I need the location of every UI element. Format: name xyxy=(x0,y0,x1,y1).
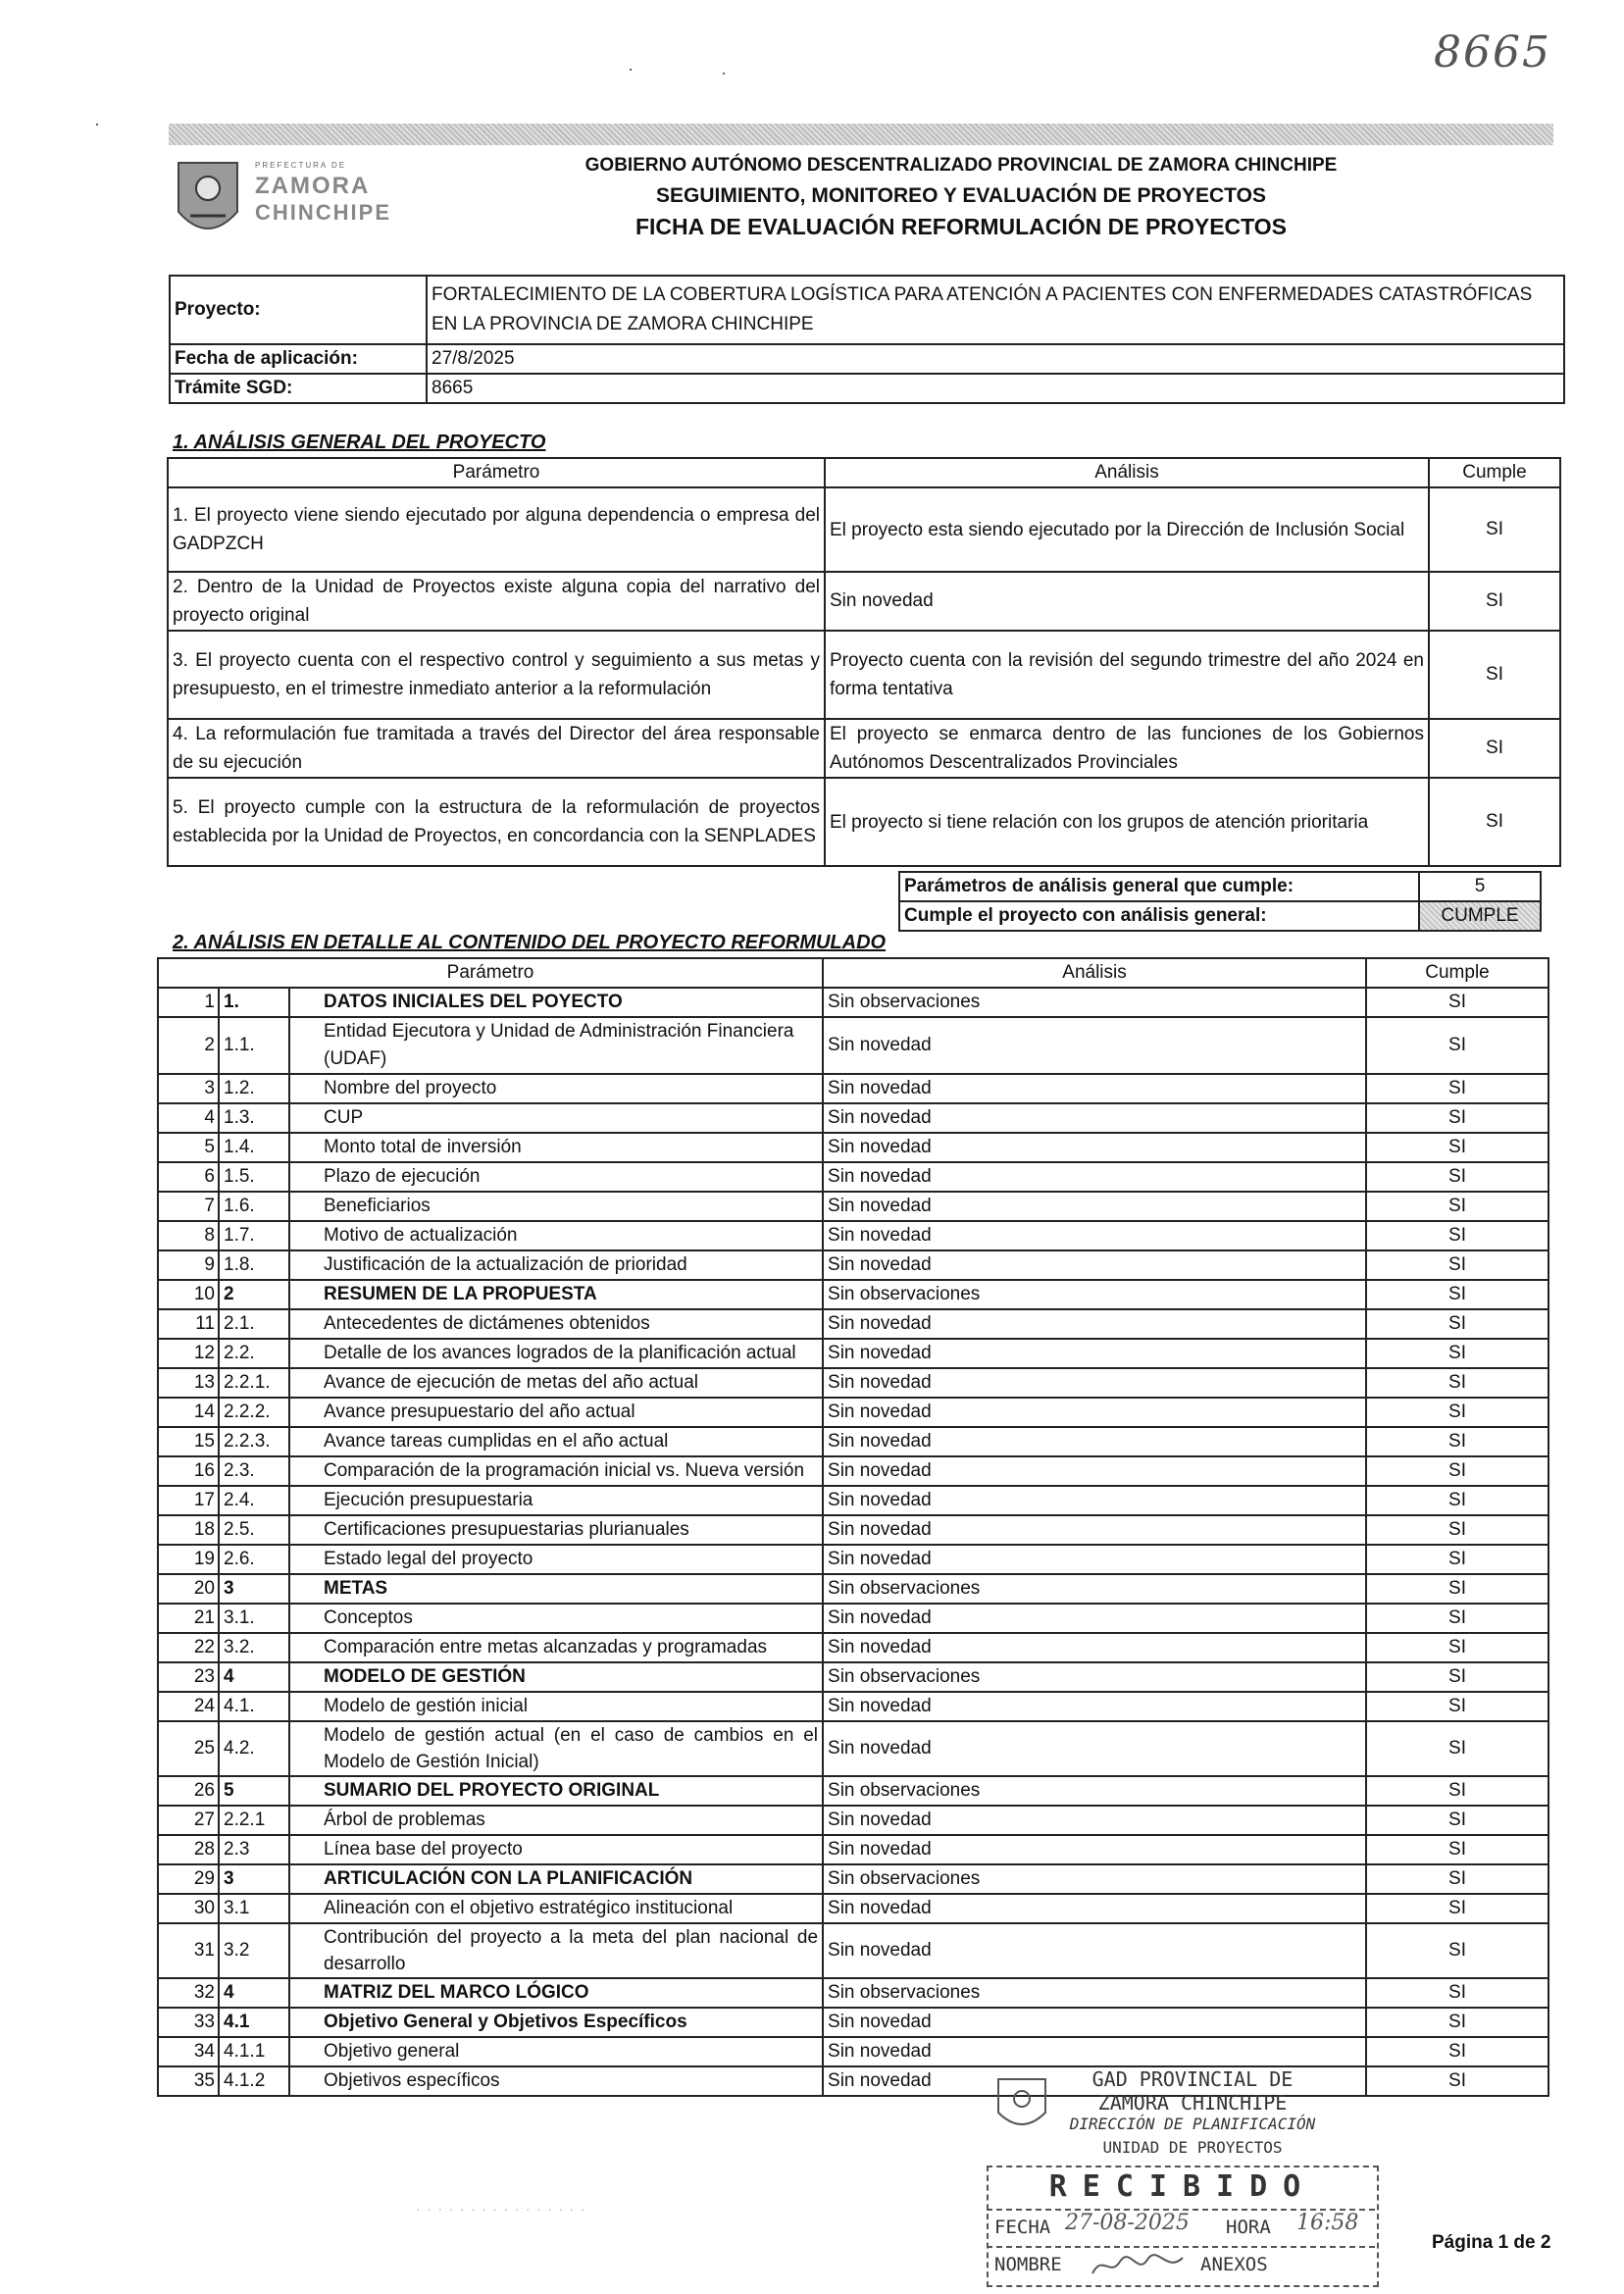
row-parametro-cell: DATOS INICIALES DEL POYECTO xyxy=(289,988,823,1017)
row-number-cell: 20 xyxy=(158,1574,219,1604)
row-code-cell: 4.1 xyxy=(219,2008,289,2037)
row-parametro-cell: Entidad Ejecutora y Unidad de Administración Financiera (UDAF) xyxy=(289,1017,823,1074)
stamp-line-4: UNIDAD DE PROYECTOS xyxy=(1102,2138,1283,2157)
table-row xyxy=(158,1574,1548,1604)
row-analisis-cell: Sin novedad xyxy=(823,1221,1366,1250)
table-row xyxy=(168,719,1560,778)
analisis-cell: Proyecto cuenta con la revisión del segundo trimestre del año 2024 en forma tentativa xyxy=(825,631,1429,719)
row-number-cell: 13 xyxy=(158,1368,219,1398)
row-code-cell: 2.3. xyxy=(219,1456,289,1486)
col-header-cumple: Cumple xyxy=(1429,458,1560,487)
summary-label-parametros: Parámetros de análisis general que cumple: xyxy=(899,872,1419,901)
table-row xyxy=(158,1545,1548,1574)
analisis-cell: El proyecto esta siendo ejecutado por la Dirección de Inclusión Social xyxy=(825,487,1429,572)
cumple-cell: SI xyxy=(1429,778,1560,866)
stamp-hora-label: HORA xyxy=(1226,2217,1271,2238)
row-number-cell: 16 xyxy=(158,1456,219,1486)
table-row xyxy=(158,1017,1548,1074)
reception-stamp xyxy=(987,2060,1379,2287)
row-parametro-cell: SUMARIO DEL PROYECTO ORIGINAL xyxy=(289,1776,823,1806)
analisis-cell: Sin novedad xyxy=(825,572,1429,631)
row-parametro-cell: Comparación entre metas alcanzadas y programadas xyxy=(289,1633,823,1662)
row-number-cell: 2 xyxy=(158,1017,219,1074)
row-parametro-cell: Plazo de ejecución xyxy=(289,1162,823,1192)
row-cumple-cell: SI xyxy=(1366,1368,1548,1398)
summary-label-cumple: Cumple el proyecto con análisis general: xyxy=(899,901,1419,931)
col-header-analisis: Análisis xyxy=(825,458,1429,487)
handwritten-number: 8665 xyxy=(1434,27,1551,77)
row-analisis-cell: Sin novedad xyxy=(823,1633,1366,1662)
row-analisis-cell: Sin novedad xyxy=(823,1074,1366,1103)
row-number-cell: 11 xyxy=(158,1309,219,1339)
row-number-cell: 1 xyxy=(158,988,219,1017)
row-cumple-cell: SI xyxy=(1366,1864,1548,1894)
row-cumple-cell: SI xyxy=(1366,1721,1548,1776)
row-cumple-cell: SI xyxy=(1366,1692,1548,1721)
row-cumple-cell: SI xyxy=(1366,1515,1548,1545)
row-analisis-cell: Sin novedad xyxy=(823,1427,1366,1456)
stamp-anexos-label: ANEXOS xyxy=(1200,2254,1268,2275)
row-analisis-cell: Sin novedad xyxy=(823,1486,1366,1515)
row-parametro-cell: Línea base del proyecto xyxy=(289,1835,823,1864)
row-number-cell: 35 xyxy=(158,2066,219,2096)
row-code-cell: 3 xyxy=(219,1864,289,1894)
row-number-cell: 24 xyxy=(158,1692,219,1721)
row-parametro-cell: Objetivo general xyxy=(289,2037,823,2066)
row-analisis-cell: Sin observaciones xyxy=(823,1776,1366,1806)
row-cumple-cell: SI xyxy=(1366,1280,1548,1309)
row-parametro-cell: Justificación de la actualización de prioridad xyxy=(289,1250,823,1280)
table-row xyxy=(158,1692,1548,1721)
row-code-cell: 1.5. xyxy=(219,1162,289,1192)
table-row xyxy=(158,1864,1548,1894)
table-row xyxy=(158,1103,1548,1133)
row-code-cell: 1.4. xyxy=(219,1133,289,1162)
cumple-cell: SI xyxy=(1429,487,1560,572)
row-cumple-cell: SI xyxy=(1366,1192,1548,1221)
table-row xyxy=(158,988,1548,1017)
table-row xyxy=(158,1456,1548,1486)
cumple-cell: SI xyxy=(1429,719,1560,778)
tramite-label: Trámite SGD: xyxy=(170,374,427,403)
table-row xyxy=(158,1309,1548,1339)
page-title: FICHA DE EVALUACIÓN REFORMULACIÓN DE PROYECTOS xyxy=(634,214,1288,239)
row-code-cell: 2.2.3. xyxy=(219,1427,289,1456)
row-cumple-cell: SI xyxy=(1366,1074,1548,1103)
row-analisis-cell: Sin novedad xyxy=(823,1835,1366,1864)
table-row xyxy=(158,1515,1548,1545)
row-parametro-cell: ARTICULACIÓN CON LA PLANIFICACIÓN xyxy=(289,1864,823,1894)
row-parametro-cell: Conceptos xyxy=(289,1604,823,1633)
table-row xyxy=(168,631,1560,719)
table-row xyxy=(158,1250,1548,1280)
row-parametro-cell: Motivo de actualización xyxy=(289,1221,823,1250)
row-cumple-cell: SI xyxy=(1366,2037,1548,2066)
stamp-recibido: RECIBIDO xyxy=(1048,2169,1317,2204)
row-code-cell: 3 xyxy=(219,1574,289,1604)
row-number-cell: 4 xyxy=(158,1103,219,1133)
row-code-cell: 3.1. xyxy=(219,1604,289,1633)
row-number-cell: 19 xyxy=(158,1545,219,1574)
row-analisis-cell: Sin novedad xyxy=(823,2066,1366,2096)
stamp-fecha-value: 27-08-2025 xyxy=(1065,2211,1190,2235)
row-parametro-cell: Árbol de problemas xyxy=(289,1806,823,1835)
row-number-cell: 18 xyxy=(158,1515,219,1545)
row-code-cell: 4 xyxy=(219,1662,289,1692)
table-row xyxy=(168,778,1560,866)
row-cumple-cell: SI xyxy=(1366,1633,1548,1662)
row-analisis-cell: Sin novedad xyxy=(823,1103,1366,1133)
row-cumple-cell: SI xyxy=(1366,1162,1548,1192)
row-number-cell: 32 xyxy=(158,1978,219,2008)
row-parametro-cell: Alineación con el objetivo estratégico institucional xyxy=(289,1894,823,1923)
row-parametro-cell: Objetivo General y Objetivos Específicos xyxy=(289,2008,823,2037)
row-number-cell: 22 xyxy=(158,1633,219,1662)
row-code-cell: 2.5. xyxy=(219,1515,289,1545)
row-parametro-cell: Objetivos específicos xyxy=(289,2066,823,2096)
parametro-cell: 3. El proyecto cuenta con el respectivo control y seguimiento a sus metas y presupuesto, en el trimestre inmediato anterior a la reformulación xyxy=(168,631,825,719)
row-analisis-cell: Sin novedad xyxy=(823,1192,1366,1221)
row-analisis-cell: Sin observaciones xyxy=(823,1280,1366,1309)
fecha-label: Fecha de aplicación: xyxy=(170,344,427,374)
row-number-cell: 6 xyxy=(158,1162,219,1192)
table-row xyxy=(158,1339,1548,1368)
row-code-cell: 5 xyxy=(219,1776,289,1806)
page-number: Página 1 de 2 xyxy=(1432,2232,1551,2253)
row-number-cell: 9 xyxy=(158,1250,219,1280)
header-grey-band xyxy=(169,124,1553,145)
row-cumple-cell: SI xyxy=(1366,1806,1548,1835)
row-parametro-cell: Nombre del proyecto xyxy=(289,1074,823,1103)
row-parametro-cell: Avance presupuestario del año actual xyxy=(289,1398,823,1427)
row-number-cell: 28 xyxy=(158,1835,219,1864)
parametro-cell: 1. El proyecto viene siendo ejecutado por alguna dependencia o empresa del GADPZCH xyxy=(168,487,825,572)
table-row xyxy=(158,1221,1548,1250)
row-cumple-cell: SI xyxy=(1366,1017,1548,1074)
tramite-value: 8665 xyxy=(427,374,1564,403)
project-info-table xyxy=(169,275,1565,404)
table-row xyxy=(158,1662,1548,1692)
row-parametro-cell: Ejecución presupuestaria xyxy=(289,1486,823,1515)
general-analysis-table xyxy=(167,457,1561,867)
row-analisis-cell: Sin novedad xyxy=(823,1692,1366,1721)
handwritten-signature xyxy=(1089,2248,1187,2281)
table-row xyxy=(158,1427,1548,1456)
row-code-cell: 2 xyxy=(219,1280,289,1309)
row-code-cell: 2.2.1 xyxy=(219,1806,289,1835)
row-cumple-cell: SI xyxy=(1366,1133,1548,1162)
table-row xyxy=(158,1806,1548,1835)
table-row xyxy=(168,572,1560,631)
row-analisis-cell: Sin novedad xyxy=(823,2037,1366,2066)
row-cumple-cell: SI xyxy=(1366,1545,1548,1574)
scan-speck: · xyxy=(721,63,727,82)
row-cumple-cell: SI xyxy=(1366,1894,1548,1923)
col-header-parametro: Parámetro xyxy=(168,458,825,487)
row-number-cell: 17 xyxy=(158,1486,219,1515)
row-cumple-cell: SI xyxy=(1366,1456,1548,1486)
row-code-cell: 1.8. xyxy=(219,1250,289,1280)
row-number-cell: 23 xyxy=(158,1662,219,1692)
scan-speck: · xyxy=(94,114,100,133)
col-header-parametro: Parámetro xyxy=(158,958,823,988)
row-code-cell: 2.4. xyxy=(219,1486,289,1515)
analisis-cell: El proyecto si tiene relación con los grupos de atención prioritaria xyxy=(825,778,1429,866)
row-code-cell: 4.1.2 xyxy=(219,2066,289,2096)
table-row xyxy=(158,1776,1548,1806)
table-row xyxy=(158,1162,1548,1192)
table-row xyxy=(158,1835,1548,1864)
row-parametro-cell: MATRIZ DEL MARCO LÓGICO xyxy=(289,1978,823,2008)
row-number-cell: 33 xyxy=(158,2008,219,2037)
row-analisis-cell: Sin novedad xyxy=(823,1456,1366,1486)
row-number-cell: 30 xyxy=(158,1894,219,1923)
row-code-cell: 1. xyxy=(219,988,289,1017)
row-cumple-cell: SI xyxy=(1366,2008,1548,2037)
table-row xyxy=(168,487,1560,572)
row-code-cell: 1.3. xyxy=(219,1103,289,1133)
row-number-cell: 26 xyxy=(158,1776,219,1806)
row-cumple-cell: SI xyxy=(1366,1221,1548,1250)
logo-text-1: ZAMORA xyxy=(255,173,371,199)
proyecto-value: FORTALECIMIENTO DE LA COBERTURA LOGÍSTICA PARA ATENCIÓN A PACIENTES CON ENFERMEDADES CATASTRÓFICAS EN LA PROVINCIA DE ZAMORA CHINCHIPE xyxy=(427,276,1564,344)
row-parametro-cell: Contribución del proyecto a la meta del plan nacional de desarrollo xyxy=(289,1923,823,1978)
row-cumple-cell: SI xyxy=(1366,1398,1548,1427)
row-parametro-cell: Monto total de inversión xyxy=(289,1133,823,1162)
row-parametro-cell: CUP xyxy=(289,1103,823,1133)
faint-footer-text: · · · · · · · · · · · · · · · · xyxy=(416,2201,586,2218)
analisis-cell: El proyecto se enmarca dentro de las funciones de los Gobiernos Autónomos Descentralizados Provinciales xyxy=(825,719,1429,778)
table-row xyxy=(158,1486,1548,1515)
proyecto-label: Proyecto: xyxy=(170,276,427,344)
row-analisis-cell: Sin novedad xyxy=(823,1339,1366,1368)
row-parametro-cell: Avance de ejecución de metas del año actual xyxy=(289,1368,823,1398)
col-header-cumple: Cumple xyxy=(1366,958,1548,988)
row-code-cell: 3.2. xyxy=(219,1633,289,1662)
row-analisis-cell: Sin novedad xyxy=(823,1368,1366,1398)
stamp-line-1: GAD PROVINCIAL DE xyxy=(1091,2067,1294,2091)
row-cumple-cell: SI xyxy=(1366,1427,1548,1456)
row-analisis-cell: Sin novedad xyxy=(823,2008,1366,2037)
stamp-hora-value: 16:58 xyxy=(1296,2211,1359,2235)
table-row xyxy=(158,1192,1548,1221)
row-cumple-cell: SI xyxy=(1366,1486,1548,1515)
cumple-badge: CUMPLE xyxy=(1419,901,1541,931)
table-row xyxy=(158,1398,1548,1427)
row-analisis-cell: Sin novedad xyxy=(823,1017,1366,1074)
logo-small-text: PREFECTURA DE xyxy=(255,161,347,170)
row-analisis-cell: Sin novedad xyxy=(823,1604,1366,1633)
row-analisis-cell: Sin observaciones xyxy=(823,1978,1366,2008)
row-cumple-cell: SI xyxy=(1366,1103,1548,1133)
row-analisis-cell: Sin observaciones xyxy=(823,1574,1366,1604)
row-code-cell: 2.2.2. xyxy=(219,1398,289,1427)
row-code-cell: 3.1 xyxy=(219,1894,289,1923)
row-code-cell: 1.2. xyxy=(219,1074,289,1103)
row-number-cell: 25 xyxy=(158,1721,219,1776)
row-analisis-cell: Sin observaciones xyxy=(823,1864,1366,1894)
row-number-cell: 34 xyxy=(158,2037,219,2066)
row-cumple-cell: SI xyxy=(1366,1662,1548,1692)
parametro-cell: 4. La reformulación fue tramitada a través del Director del área responsable de su ejecución xyxy=(168,719,825,778)
row-code-cell: 3.2 xyxy=(219,1923,289,1978)
row-number-cell: 3 xyxy=(158,1074,219,1103)
parametro-cell: 2. Dentro de la Unidad de Proyectos existe alguna copia del narrativo del proyecto original xyxy=(168,572,825,631)
row-analisis-cell: Sin novedad xyxy=(823,1309,1366,1339)
row-parametro-cell: Beneficiarios xyxy=(289,1192,823,1221)
row-number-cell: 15 xyxy=(158,1427,219,1456)
row-analisis-cell: Sin novedad xyxy=(823,1545,1366,1574)
row-code-cell: 2.2.1. xyxy=(219,1368,289,1398)
table-row xyxy=(158,1721,1548,1776)
row-number-cell: 21 xyxy=(158,1604,219,1633)
row-analisis-cell: Sin novedad xyxy=(823,1250,1366,1280)
row-analisis-cell: Sin novedad xyxy=(823,1721,1366,1776)
row-parametro-cell: MODELO DE GESTIÓN xyxy=(289,1662,823,1692)
section-1-title: 1. ANÁLISIS GENERAL DEL PROYECTO xyxy=(173,432,546,453)
row-cumple-cell: SI xyxy=(1366,988,1548,1017)
row-parametro-cell: Avance tareas cumplidas en el año actual xyxy=(289,1427,823,1456)
row-analisis-cell: Sin novedad xyxy=(823,1133,1366,1162)
table-row xyxy=(158,1633,1548,1662)
row-cumple-cell: SI xyxy=(1366,1339,1548,1368)
row-code-cell: 2.3 xyxy=(219,1835,289,1864)
row-number-cell: 27 xyxy=(158,1806,219,1835)
row-parametro-cell: Modelo de gestión actual (en el caso de cambios en el Modelo de Gestión Inicial) xyxy=(289,1721,823,1776)
table-row xyxy=(158,1604,1548,1633)
row-cumple-cell: SI xyxy=(1366,1604,1548,1633)
table-row xyxy=(158,1133,1548,1162)
row-analisis-cell: Sin novedad xyxy=(823,1515,1366,1545)
stamp-nombre-label: NOMBRE xyxy=(994,2254,1062,2275)
stamp-line-3: DIRECCIÓN DE PLANIFICACIÓN xyxy=(1069,2115,1316,2133)
row-cumple-cell: SI xyxy=(1366,1776,1548,1806)
row-code-cell: 1.7. xyxy=(219,1221,289,1250)
row-code-cell: 4.2. xyxy=(219,1721,289,1776)
cumple-cell: SI xyxy=(1429,572,1560,631)
row-cumple-cell: SI xyxy=(1366,1978,1548,2008)
row-number-cell: 14 xyxy=(158,1398,219,1427)
row-code-cell: 4.1.1 xyxy=(219,2037,289,2066)
stamp-line-2: ZAMORA CHINCHIPE xyxy=(1097,2091,1288,2115)
row-parametro-cell: Antecedentes de dictámenes obtenidos xyxy=(289,1309,823,1339)
detail-analysis-table xyxy=(157,957,1549,2097)
row-analisis-cell: Sin novedad xyxy=(823,1923,1366,1978)
row-parametro-cell: RESUMEN DE LA PROPUESTA xyxy=(289,1280,823,1309)
row-number-cell: 5 xyxy=(158,1133,219,1162)
parametro-cell: 5. El proyecto cumple con la estructura de la reformulación de proyectos establecida por la Unidad de Proyectos, en concordancia con la SENPLADES xyxy=(168,778,825,866)
row-number-cell: 12 xyxy=(158,1339,219,1368)
row-cumple-cell: SI xyxy=(1366,1250,1548,1280)
row-code-cell: 4.1. xyxy=(219,1692,289,1721)
table-row xyxy=(158,1923,1548,1978)
summary-value-parametros: 5 xyxy=(1419,872,1541,901)
row-analisis-cell: Sin novedad xyxy=(823,1894,1366,1923)
table-row xyxy=(158,1368,1548,1398)
table-row xyxy=(158,1978,1548,2008)
row-parametro-cell: Estado legal del proyecto xyxy=(289,1545,823,1574)
stamp-fecha-label: FECHA xyxy=(994,2217,1051,2238)
row-number-cell: 8 xyxy=(158,1221,219,1250)
row-analisis-cell: Sin novedad xyxy=(823,1398,1366,1427)
row-number-cell: 10 xyxy=(158,1280,219,1309)
row-cumple-cell: SI xyxy=(1366,1923,1548,1978)
row-parametro-cell: Certificaciones presupuestarias plurianuales xyxy=(289,1515,823,1545)
table-row xyxy=(158,1280,1548,1309)
row-cumple-cell: SI xyxy=(1366,1574,1548,1604)
row-analisis-cell: Sin observaciones xyxy=(823,988,1366,1017)
fecha-value: 27/8/2025 xyxy=(427,344,1564,374)
row-cumple-cell: SI xyxy=(1366,1835,1548,1864)
cumple-cell: SI xyxy=(1429,631,1560,719)
header-line-1: GOBIERNO AUTÓNOMO DESCENTRALIZADO PROVINCIAL DE ZAMORA CHINCHIPE xyxy=(584,155,1338,176)
row-number-cell: 31 xyxy=(158,1923,219,1978)
prefecture-logo xyxy=(173,155,408,249)
row-parametro-cell: Detalle de los avances logrados de la planificación actual xyxy=(289,1339,823,1368)
row-number-cell: 29 xyxy=(158,1864,219,1894)
row-code-cell: 4 xyxy=(219,1978,289,2008)
row-parametro-cell: METAS xyxy=(289,1574,823,1604)
row-parametro-cell: Comparación de la programación inicial vs. Nueva versión xyxy=(289,1456,823,1486)
row-code-cell: 1.1. xyxy=(219,1017,289,1074)
row-number-cell: 7 xyxy=(158,1192,219,1221)
row-code-cell: 2.1. xyxy=(219,1309,289,1339)
header-line-2: SEGUIMIENTO, MONITOREO Y EVALUACIÓN DE PROYECTOS xyxy=(656,184,1266,207)
row-analisis-cell: Sin observaciones xyxy=(823,1662,1366,1692)
row-cumple-cell: SI xyxy=(1366,1309,1548,1339)
row-code-cell: 2.2. xyxy=(219,1339,289,1368)
row-analisis-cell: Sin novedad xyxy=(823,1162,1366,1192)
row-analisis-cell: Sin novedad xyxy=(823,1806,1366,1835)
row-code-cell: 2.6. xyxy=(219,1545,289,1574)
section-2-title: 2. ANÁLISIS EN DETALLE AL CONTENIDO DEL PROYECTO REFORMULADO xyxy=(173,932,887,953)
table-row xyxy=(158,2008,1548,2037)
row-code-cell: 1.6. xyxy=(219,1192,289,1221)
table-row xyxy=(158,1894,1548,1923)
row-parametro-cell: Modelo de gestión inicial xyxy=(289,1692,823,1721)
logo-text-2: CHINCHIPE xyxy=(255,200,392,225)
row-cumple-cell: SI xyxy=(1366,2066,1548,2096)
scan-speck: · xyxy=(628,59,634,78)
table-row xyxy=(158,1074,1548,1103)
general-summary-table xyxy=(898,871,1542,932)
col-header-analisis: Análisis xyxy=(823,958,1366,988)
